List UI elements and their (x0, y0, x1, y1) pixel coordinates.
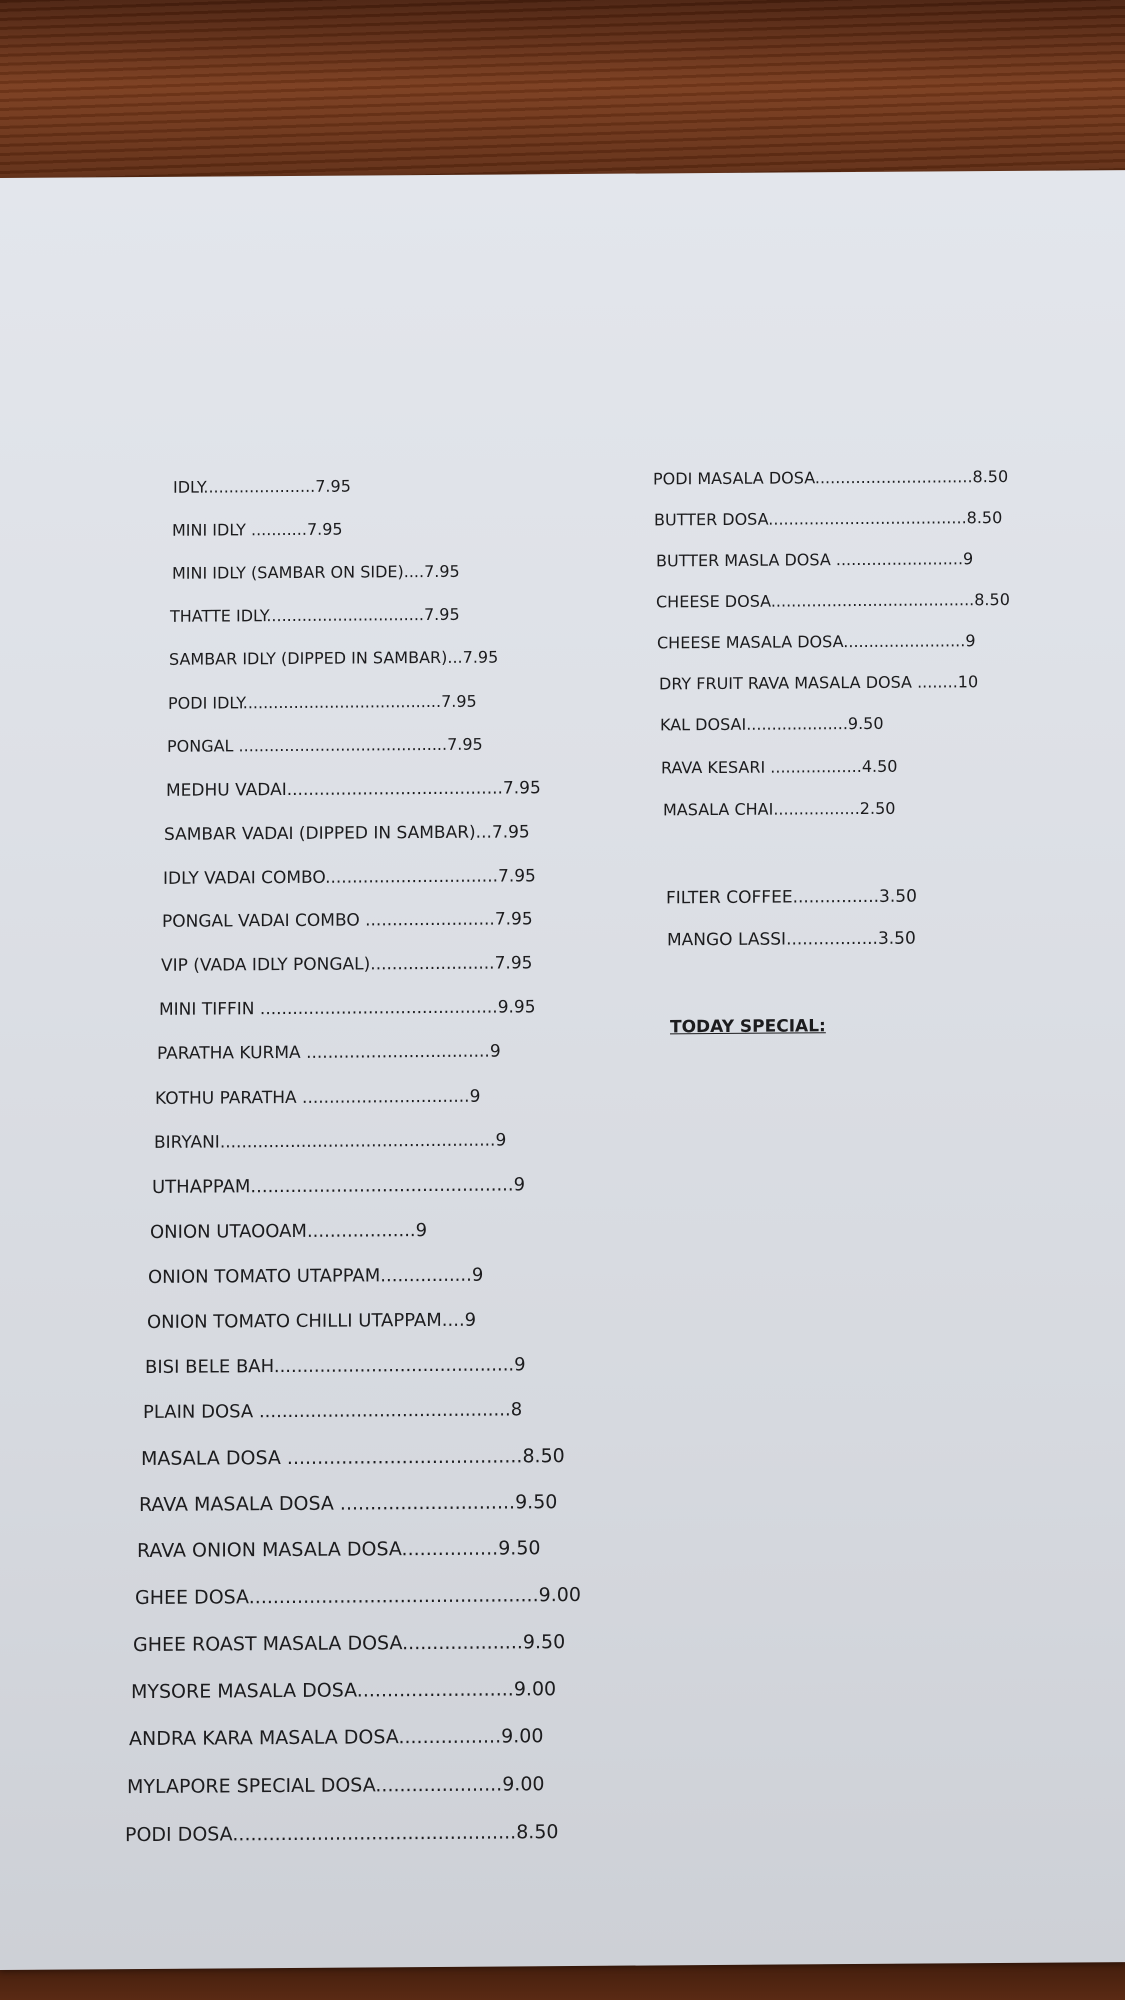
menu-item: PODI DOSA...............................................8.50 (125, 1821, 559, 1847)
menu-item: ONION UTAOOAM...................9 (150, 1220, 428, 1243)
menu-column-right (0, 285, 1125, 1893)
menu-item: IDLY......................7.95 (173, 476, 351, 497)
menu-item: MINI TIFFIN ............................................9.95 (159, 997, 536, 1020)
menu-item: PODI IDLY.......................................7.95 (168, 691, 477, 713)
menu-item: MYLAPORE SPECIAL DOSA.....................9.00 (127, 1773, 545, 1799)
menu-item: BUTTER DOSA.......................................8.50 (654, 508, 1003, 530)
menu-item: MINI IDLY (SAMBAR ON SIDE)....7.95 (172, 561, 460, 583)
menu-item: KAL DOSAI....................9.50 (660, 713, 884, 735)
menu-item: PONGAL .........................................7.95 (167, 734, 483, 756)
menu-item: BISI BELE BAH..........................................9 (145, 1354, 526, 1378)
menu-item: PARATHA KURMA ..................................9 (157, 1041, 501, 1064)
menu-item: MINI IDLY ...........7.95 (172, 519, 343, 540)
menu-item: BUTTER MASLA DOSA .........................9 (656, 549, 974, 571)
menu-item: SAMBAR VADAI (DIPPED IN SAMBAR)...7.95 (164, 822, 530, 845)
menu-item: IDLY VADAI COMBO................................7.95 (163, 866, 536, 889)
menu-item: RAVA KESARI ..................4.50 (661, 756, 898, 778)
menu-sheet (0, 170, 1125, 1970)
menu-item: RAVA MASALA DOSA .............................9.50 (139, 1491, 558, 1517)
menu-item: GHEE DOSA................................................9.00 (135, 1583, 581, 1610)
menu-item: PONGAL VADAI COMBO ........................7.95 (162, 909, 533, 932)
menu-item: FILTER COFFEE................3.50 (666, 886, 917, 909)
menu-item: VIP (VADA IDLY PONGAL).......................7.95 (161, 953, 533, 976)
menu-item: MASALA DOSA .......................................8.50 (141, 1445, 565, 1471)
menu-item: PLAIN DOSA ............................................8 (143, 1399, 523, 1424)
menu-item: MASALA CHAI.................2.50 (663, 798, 896, 820)
menu-item: GHEE ROAST MASALA DOSA....................9.50 (133, 1631, 566, 1657)
menu-item: PODI MASALA DOSA...............................8.50 (653, 466, 1009, 489)
menu-item: CHEESE DOSA........................................8.50 (656, 589, 1010, 612)
menu-item: MYSORE MASALA DOSA..........................9.00 (131, 1678, 557, 1704)
menu-item: THATTE IDLY...............................7.95 (170, 604, 460, 626)
menu-item: MANGO LASSI.................3.50 (667, 928, 916, 951)
wooden-table-top (0, 0, 1125, 190)
menu-item: KOTHU PARATHA ...............................9 (155, 1086, 481, 1109)
menu-item: ONION TOMATO CHILLI UTAPPAM....9 (147, 1309, 477, 1333)
menu-item: ANDRA KARA MASALA DOSA.................9.00 (129, 1725, 544, 1751)
menu-item: BIRYANI...................................................9 (154, 1130, 507, 1153)
menu-item: MEDHU VADAI........................................7.95 (166, 778, 541, 801)
menu-item: CHEESE MASALA DOSA........................9 (657, 631, 976, 653)
menu-item: RAVA ONION MASALA DOSA................9.50 (137, 1537, 541, 1563)
menu-item: SAMBAR IDLY (DIPPED IN SAMBAR)...7.95 (169, 647, 499, 669)
menu-item: DRY FRUIT RAVA MASALA DOSA ........10 (659, 672, 979, 694)
menu-item: UTHAPPAM..............................................9 (152, 1174, 526, 1198)
today-special-heading: TODAY SPECIAL: (670, 1016, 826, 1038)
menu-item: ONION TOMATO UTAPPAM................9 (148, 1264, 484, 1288)
